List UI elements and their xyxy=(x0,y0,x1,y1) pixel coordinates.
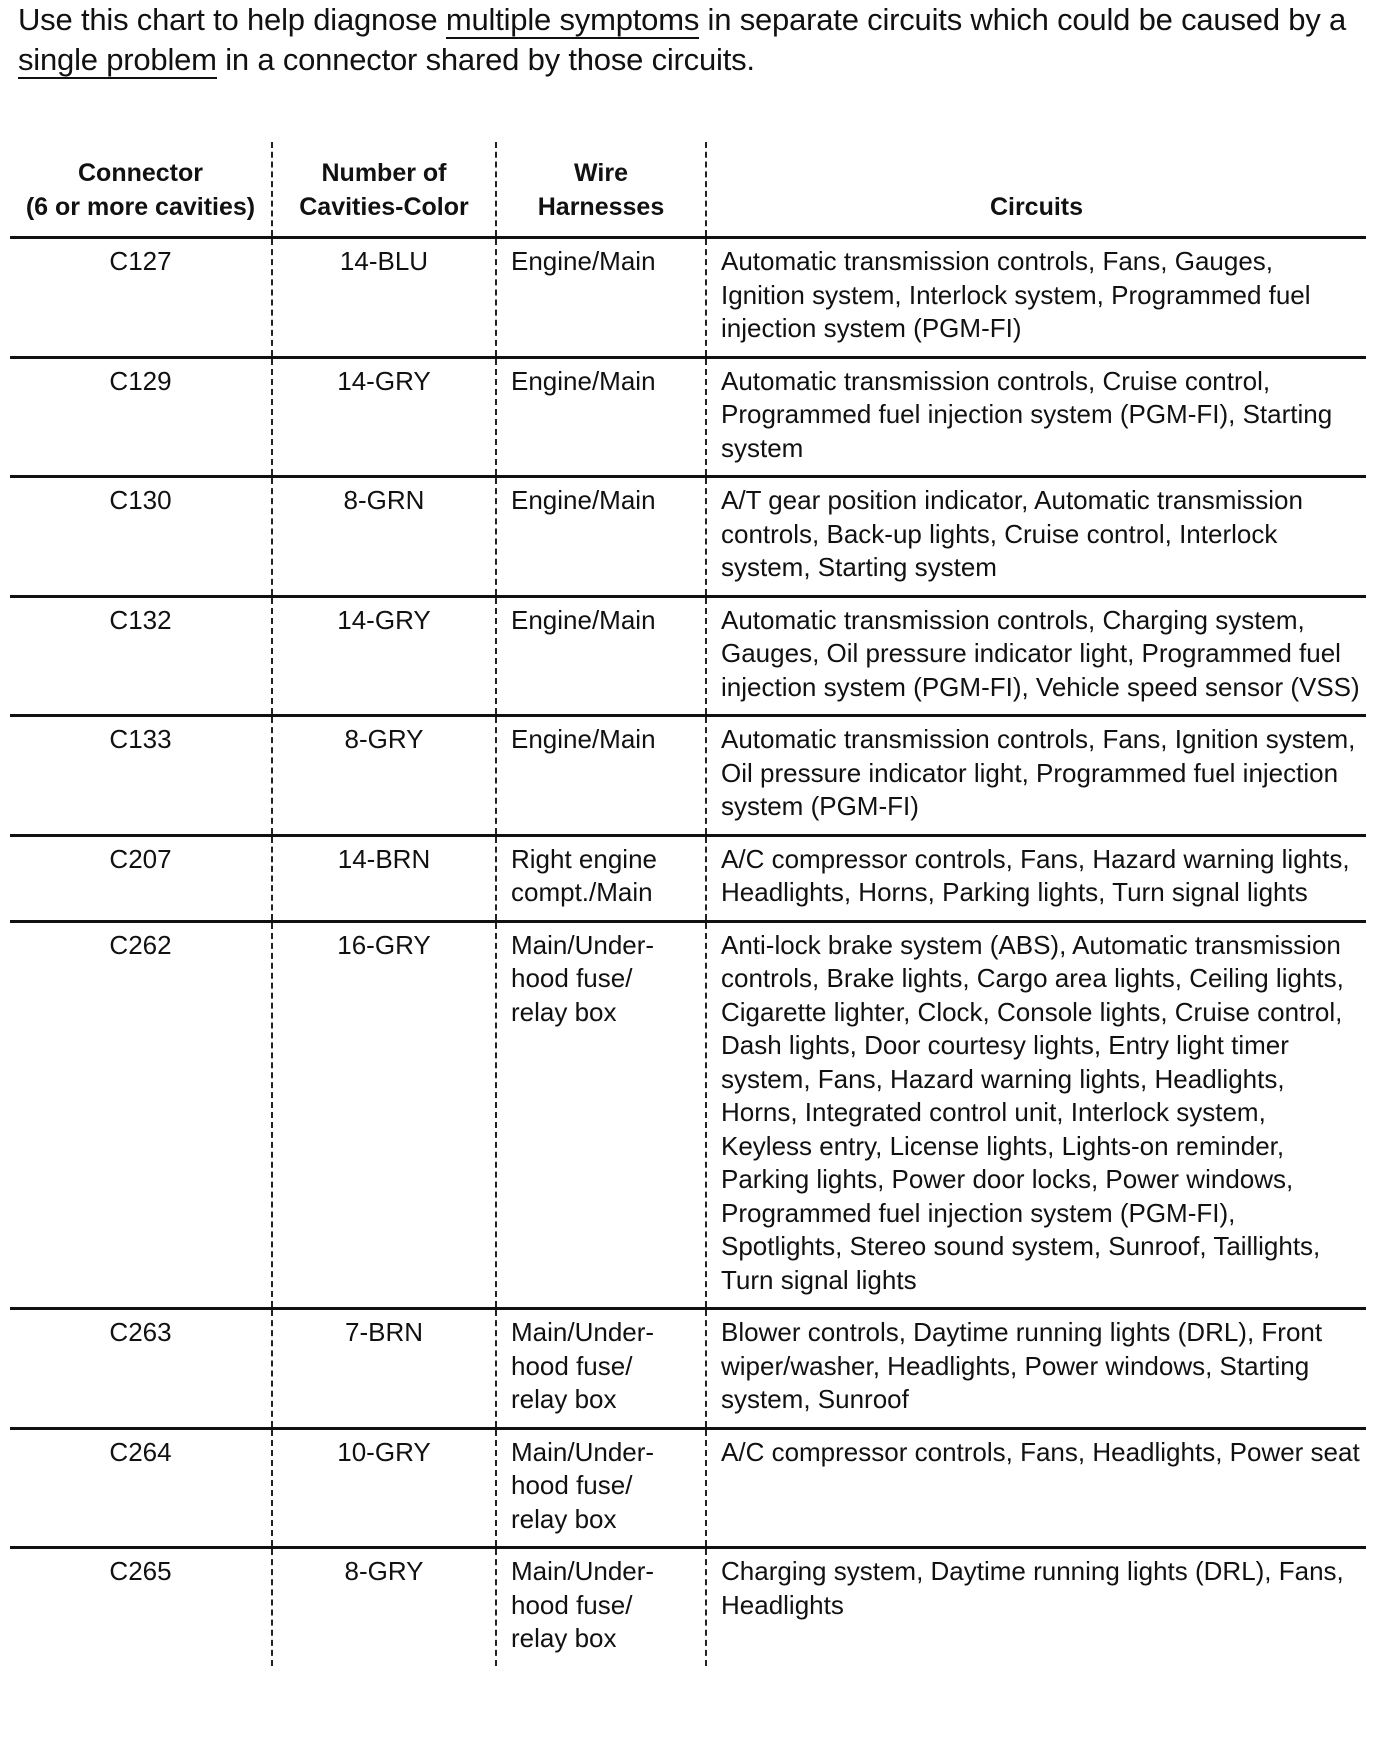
wire-harness-line: Right engine xyxy=(511,843,657,874)
wire-harness-line: Main/Under- xyxy=(511,1556,655,1586)
header-harnesses xyxy=(496,142,706,238)
cavities-color-cell: 8-GRN xyxy=(272,477,496,597)
wire-harness-line: hood fuse/ xyxy=(511,1589,633,1620)
table-row xyxy=(10,1428,1366,1548)
header-connector-line1: Connector xyxy=(78,159,203,187)
circuits-cell: Charging system, Daytime running lights (DRL), Fans, Headlights xyxy=(706,1548,1366,1666)
cavities-color-cell: 14-GRY xyxy=(272,596,496,716)
wire-harness-line: hood fuse/ xyxy=(511,1470,633,1500)
wire-harness-line: compt./Main xyxy=(511,877,653,907)
header-cavities-line2: Cavities-Color xyxy=(299,193,469,221)
cavities-color-cell: 14-GRY xyxy=(272,357,496,477)
wire-harness-line: relay box xyxy=(511,1384,617,1414)
header-cavities xyxy=(272,142,496,238)
circuits-cell: Automatic transmission controls, Fans, Gauges, Ignition system, Interlock system, Programmed fuel injection system (PGM-FI) xyxy=(706,238,1366,358)
wire-harness-line: relay box xyxy=(511,996,617,1027)
intro-text-3: in a connector shared by those circuits. xyxy=(216,42,755,77)
cavities-color-cell: 14-BLU xyxy=(272,238,496,358)
wire-harness-line: Engine/Main xyxy=(511,365,656,396)
wire-harness-line: hood fuse/ xyxy=(511,1350,633,1381)
table-row xyxy=(10,1309,1366,1429)
wire-harness-line: relay box xyxy=(511,1503,617,1534)
connector-chart-table xyxy=(10,142,1366,1666)
header-circuits-label: Circuits xyxy=(989,193,1084,221)
wire-harness-line: relay box xyxy=(511,1623,617,1653)
circuits-cell: A/T gear position indicator, Automatic transmission controls, Back-up lights, Cruise control, Interlock system, Starting system xyxy=(706,477,1366,597)
table-row xyxy=(10,357,1366,477)
wire-harness-cell xyxy=(496,716,706,836)
cavities-color-cell: 8-GRY xyxy=(272,716,496,836)
wire-harness-line: hood fuse/ xyxy=(511,963,633,993)
connector-cell: C127 xyxy=(10,238,272,358)
header-harnesses-line1: Wire xyxy=(574,159,628,187)
connector-cell: C133 xyxy=(10,716,272,836)
table-body xyxy=(10,238,1366,1666)
cavities-color-cell: 10-GRY xyxy=(272,1428,496,1548)
circuits-cell: Automatic transmission controls, Cruise control, Programmed fuel injection system (PGM-FI), Starting system xyxy=(706,357,1366,477)
connector-cell: C130 xyxy=(10,477,272,597)
connector-cell: C265 xyxy=(109,1556,172,1586)
circuits-cell: Automatic transmission controls, Charging system, Gauges, Oil pressure indicator light, Programmed fuel injection system (PGM-FI), Vehicle speed sensor (VSS) xyxy=(706,596,1366,716)
table-row xyxy=(10,716,1366,836)
connector-cell: C264 xyxy=(10,1428,272,1548)
wire-harness-line: Main/Under- xyxy=(511,1436,655,1467)
header-cavities-line1: Number of xyxy=(321,159,447,187)
wire-harness-cell xyxy=(496,1548,706,1666)
connector-cell: C263 xyxy=(10,1309,272,1429)
wire-harness-cell xyxy=(496,596,706,716)
connector-cell: C262 xyxy=(10,921,272,1309)
header-connector xyxy=(10,142,272,238)
wire-harness-cell xyxy=(496,357,706,477)
cavities-color-cell: 16-GRY xyxy=(272,921,496,1309)
header-connector-line2: (6 or more cavities) xyxy=(25,193,256,221)
cavities-color-cell: 14-BRN xyxy=(272,835,496,921)
table-row xyxy=(10,238,1366,358)
connector-cell: C132 xyxy=(10,596,272,716)
intro-text-2: in separate circuits which could be caused by a xyxy=(699,2,1347,37)
intro-underline-multiple-symptoms: multiple symptoms xyxy=(445,2,700,37)
wire-harness-cell xyxy=(496,1428,706,1548)
header-circuits xyxy=(706,142,1366,238)
wire-harness-line: Main/Under- xyxy=(511,929,655,960)
wire-harness-line: Engine/Main xyxy=(511,485,656,515)
wire-harness-cell xyxy=(496,835,706,921)
circuits-cell: A/C compressor controls, Fans, Hazard warning lights, Headlights, Horns, Parking lights, Turn signal lights xyxy=(706,835,1366,921)
circuits-cell: Automatic transmission controls, Fans, Ignition system, Oil pressure indicator light, Programmed fuel injection system (PGM-FI) xyxy=(706,716,1366,836)
wire-harness-line: Engine/Main xyxy=(511,724,656,754)
circuits-cell: Anti-lock brake system (ABS), Automatic transmission controls, Brake lights, Cargo area lights, Ceiling lights, Cigarette lighter, Clock, Console lights, Cruise control, Dash lights, Door courtesy lights, Entry light timer system, Fans, Hazard warning lights, Headlights, Horns, Integrated control unit, Interlock system, Keyless entry, License lights, Lights-on reminder, Parking lights, Power door locks, Power windows, Programmed fuel injection system (PGM-FI), Spotlights, Stereo sound system, Sunroof, Taillights, Turn signal lights xyxy=(706,921,1366,1309)
header-harnesses-line2: Harnesses xyxy=(537,193,665,221)
wire-harness-line: Engine/Main xyxy=(511,604,656,635)
circuits-cell: Blower controls, Daytime running lights (DRL), Front wiper/washer, Headlights, Power windows, Starting system, Sunroof xyxy=(706,1309,1366,1429)
wire-harness-cell xyxy=(496,1309,706,1429)
wire-harness-cell xyxy=(496,238,706,358)
table-row xyxy=(10,596,1366,716)
intro-text-1: Use this chart to help diagnose xyxy=(18,2,446,37)
cavities-color-cell: 7-BRN xyxy=(272,1309,496,1429)
wire-harness-cell xyxy=(496,477,706,597)
table-row xyxy=(10,1548,1366,1666)
connector-cell: C207 xyxy=(10,835,272,921)
table-header-row xyxy=(10,142,1366,238)
intro-underline-single-problem: single problem xyxy=(18,42,217,77)
table-row xyxy=(10,477,1366,597)
intro-paragraph xyxy=(18,0,1358,80)
table-row xyxy=(10,835,1366,921)
wire-harness-line: Main/Under- xyxy=(511,1317,655,1347)
circuits-cell: A/C compressor controls, Fans, Headlights, Power seat xyxy=(706,1428,1366,1548)
cavities-color-cell: 8-GRY xyxy=(272,1548,496,1666)
wire-harness-cell xyxy=(496,921,706,1309)
connector-cell: C129 xyxy=(10,357,272,477)
table-row xyxy=(10,921,1366,1309)
wire-harness-line: Engine/Main xyxy=(511,246,656,276)
